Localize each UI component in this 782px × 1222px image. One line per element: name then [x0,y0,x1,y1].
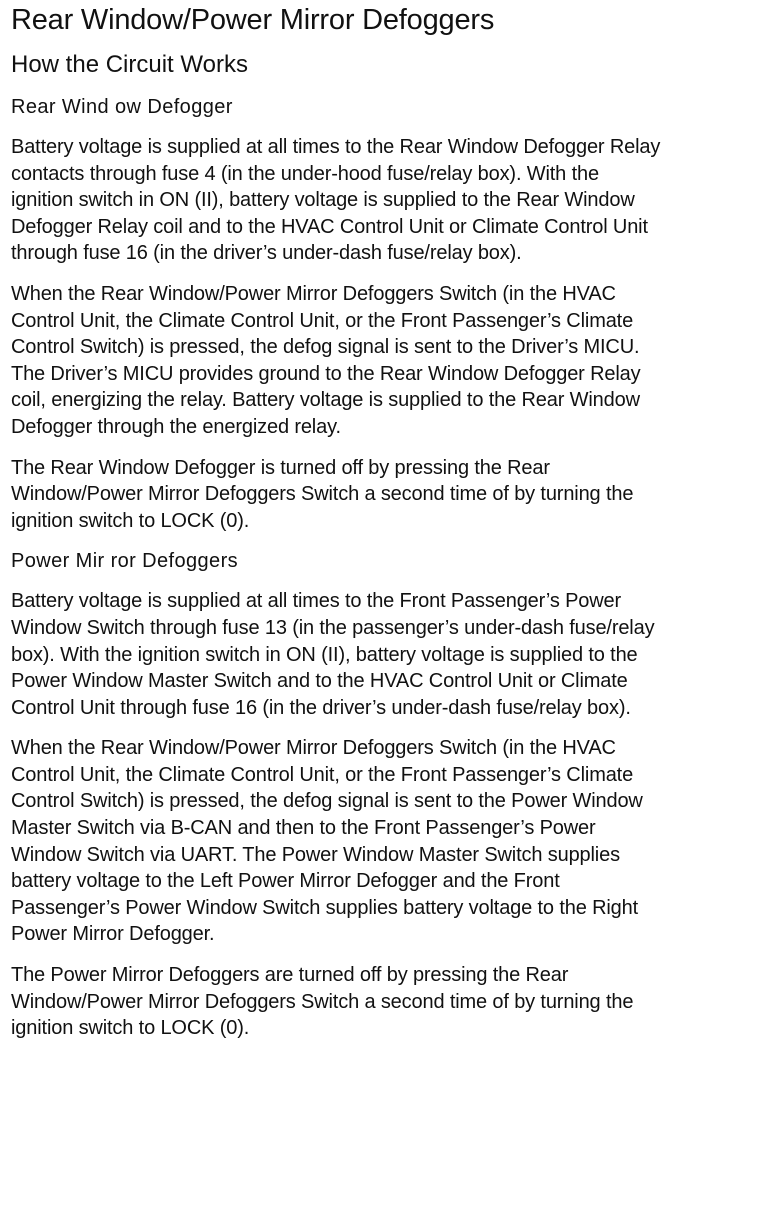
paragraph: The Rear Window Defogger is turned off by pressing the Rear Window/Power Mirror Defoggers Switch a second time of by turning the ignition switch to LOCK (0). [11,456,634,532]
section-heading: Power Mir ror Defoggers [11,550,239,573]
paragraph: Battery voltage is supplied at all times to the Rear Window Defogger Relay contacts through fuse 4 (in the under-hood fuse/relay box). With the ignition switch in ON (II), battery voltage is supplied to the Rear Window Defogger Relay coil and to the HVAC Control Unit or Climate Control Unit through fuse 16 (in the driver’s under-dash fuse/relay box). [11,136,661,265]
paragraph: The Power Mirror Defoggers are turned off by pressing the Rear Window/Power Mirror Defoggers Switch a second time of by turning the ignition switch to LOCK (0). [11,964,634,1040]
section-power-mirror-defoggers [11,548,771,1042]
paragraph: When the Rear Window/Power Mirror Defoggers Switch (in the HVAC Control Unit, the Climate Control Unit, or the Front Passenger’s Climate Control Switch) is pressed, the defog signal is sent to the Power Window Master Switch via B-CAN and then to the Front Passenger’s Power Window Switch via UART. The Power Window Master Switch supplies battery voltage to the Left Power Mirror Defogger and the Front Passenger’s Power Window Switch supplies battery voltage to the Right Power Mirror Defogger. [11,737,643,946]
document-page [11,0,771,1042]
paragraph: Battery voltage is supplied at all times to the Front Passenger’s Power Window Switch through fuse 13 (in the passenger’s under-dash fuse/relay box). With the ignition switch in ON (II), battery voltage is supplied to the Power Window Master Switch and to the HVAC Control Unit or Climate Control Unit through fuse 16 (in the driver’s under-dash fuse/relay box). [11,590,655,719]
section-heading: Rear Wind ow Defogger [11,96,233,118]
page-title: Rear Window/Power Mirror Defoggers [11,4,495,36]
paragraph: When the Rear Window/Power Mirror Defoggers Switch (in the HVAC Control Unit, the Climate Control Unit, or the Front Passenger’s Climate Control Switch) is pressed, the defog signal is sent to the Driver’s MICU. The Driver’s MICU provides ground to the Rear Window Defogger Relay coil, energizing the relay. Battery voltage is supplied to the Rear Window Defogger through the energized relay. [11,282,641,438]
section-rear-window-defogger [11,94,771,534]
page-subtitle: How the Circuit Works [11,51,248,78]
